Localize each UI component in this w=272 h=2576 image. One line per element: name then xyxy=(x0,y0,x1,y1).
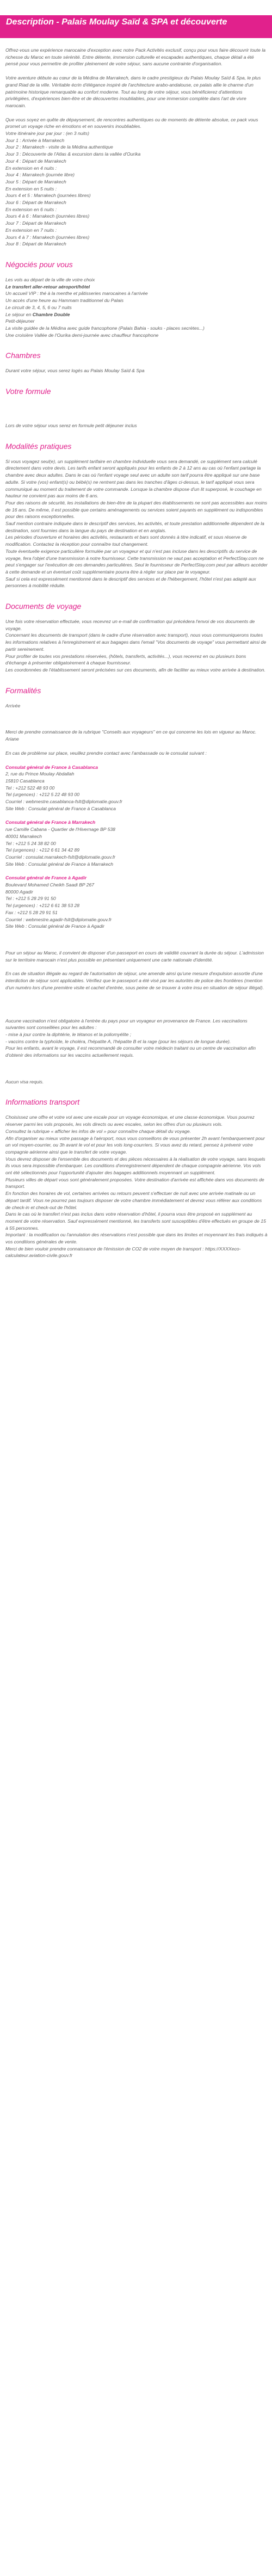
itinerary-line: Jour 2 : Marrakech - visite de la Médina authentique xyxy=(5,144,113,150)
vaccins-line: - mise à jour contre la diphtérie, le tétanos et la poliomyélite ; xyxy=(5,1031,132,1037)
itinerary-line: En extension en 4 nuits : xyxy=(5,165,57,171)
itinerary-line: Jour 8 : Départ de Marrakech xyxy=(5,241,66,247)
included-item: Le transfert aller-retour aéroport/hôtel xyxy=(5,284,90,289)
consulat-line: 2, rue du Prince Moulay Abdallah xyxy=(5,771,75,777)
modalites-paragraph: Sauf si cela est expressément mentionné dans le descriptif des services et de l'hébergement, l'hôtel n'est pas adapté aux personnes à mobilité réduite. xyxy=(5,576,256,589)
formule-text: Lors de votre séjour vous serez en formule petit déjeuner inclus xyxy=(5,423,137,429)
consulat-line: Boulevard Mohamed Cheikh Saadi BP 267 xyxy=(5,882,95,888)
consulat-line: Tel : +212 522 48 93 00 xyxy=(5,785,55,791)
consulat-block xyxy=(5,819,268,867)
included-item: Une croisière Vallée de l'Ourika demi-journée avec chauffeur francophone xyxy=(5,332,159,338)
vaccins-line: - vaccins contre la typhoïde, le choléra, l'hépatite A, l'hépatite B et la rage (pour les séjours de longue durée). xyxy=(5,1038,231,1044)
visa-text: Aucun visa requis. xyxy=(5,1079,44,1084)
consulat-line: Courriel : webmestre.agadir-fslt@diplomatie.gouv.fr xyxy=(5,916,112,922)
itinerary-line: Jour 4 : Marrakech (journée libre) xyxy=(5,172,75,178)
vaccins-line: Pour les enfants, avant le voyage, il est recommandé de consulter votre médecin traitant ou un centre de vaccination afin d'obtenir des informations sur les vaccins actuellement requis. xyxy=(5,1045,256,1058)
formalites-probleme: En cas de problème sur place, veuillez prendre contact avec l'ambassade ou le consulat suivant : xyxy=(5,750,207,756)
itinerary-line: En extension en 6 nuits : xyxy=(5,206,57,212)
consulat-block xyxy=(5,764,268,812)
informations-paragraph: Dans le cas où le transfert n'est pas inclus dans votre réservation d'hôtel, il pourra vous être proposé en supplément au moment de votre réservation. Sauf expressément mentionné, les transferts sont susceptibles d'être effectués en groupe de 15 à 55 personnes. xyxy=(5,1211,266,1231)
included-item: Un accès d'une heure au Hammam traditionnel du Palais xyxy=(5,298,124,304)
informations-paragraph: Vous devrez disposer de l'ensemble des documents et des pièces nécessaires à la réalisation de votre voyage, sans lesquels ils vous sera impossible d'embarquer. Les conditions d'enregistrement dépendent de chaque compagnie aérienne. Vos vols ont été sélectionnés pour l'opportunité d'ajouter des bagages additionnels moyennant un supplément. xyxy=(5,1156,265,1176)
itinerary-line: Jours 4 à 7 : Marrakech (journées libres) xyxy=(5,234,90,240)
formalites-ariane: Ariane xyxy=(5,736,19,742)
documents-paragraph: Une fois votre réservation effectuée, vous recevrez un e-mail de confirmation qui précédera l'envoi de vos documents de voyage. xyxy=(5,619,255,631)
consulat-line: Site Web : Consulat général de France à Marrakech xyxy=(5,861,114,867)
consulat-line: Site Web : Consulat général de France à Agadir xyxy=(5,923,105,929)
itinerary-line: Jour 6 : Départ de Marrakech xyxy=(5,200,66,206)
consulat-line: Tel (urgences) : +212 6 61 34 42 89 xyxy=(5,847,80,853)
passport-paragraph: Pour un séjour au Maroc, il convient de disposer d'un passeport en cours de validité couvrant la durée du séjour. L'admission sur le territoire marocain n'est plus possible en présentant uniquement une carte nationale d'identité. xyxy=(5,950,264,963)
included-item-room-prefix: Le séjour en xyxy=(5,311,33,317)
documents-paragraph: Pour profiter de toutes vos prestations réservées, (hôtels, transferts, activités...), vous recevrez en ou plusieurs bons d'échange à présenter obligatoirement à chaque fournisseur. xyxy=(5,653,246,666)
intro-paragraph: Offrez-vous une expérience marocaine d'exception avec notre Pack Activités exclusif, conçu pour vous faire découvrir toute la richesse du Maroc en toute sérénité. Entre détente, immersion culturelle et escapades authentiques, chaque détail a été pensé pour vous permettre de profiter pleinement de votre séjour, sans aucune contrainte d'organisation. xyxy=(5,47,266,67)
modalites-paragraph: Toute éventuelle exigence particulière formulée par un voyageur et qui n'est pas incluse dans les descriptifs du service de voyage, fera l'objet d'une transmission à notre fournisseur. Cette transmission ne vaut pas acceptation et PerfectStay.com ne peut s'engager sur l'exécution de ces demandes particulières. Seul le fournisseur de PerfectStay.com peut par ailleurs accéder à cette demande et un éventuel coût supplémentaire pourra être à régler sur place par le voyageur. xyxy=(5,548,268,575)
main-content xyxy=(5,47,268,1259)
consulat-line: 40001 Marrakech xyxy=(5,833,42,839)
consulat-line: Fax : +212 5 28 29 91 51 xyxy=(5,909,58,915)
page-title: Description - Palais Moulay Saïd & SPA et découverte xyxy=(6,17,227,27)
itinerary-line: Jour 4 : Départ de Marrakech xyxy=(5,158,66,164)
modalites-paragraph: Pour des raisons de sécurité, les installations de bien-être de la plupart des établissements ne sont pas accessibles aux moins de 16 ans. De même, il est possible que certains aménagements ou services soient payants en supplément ou indisponibles pour des raisons exceptionnelles. xyxy=(5,500,268,520)
itinerary-intro: Votre itinéraire jour par jour : (en 3 nuits) xyxy=(5,131,89,137)
formalites-section xyxy=(5,686,268,1086)
consulat-line: Tel (urgences) : +212 5 22 48 93 00 xyxy=(5,792,80,798)
consulat-line: 15810 Casablanca xyxy=(5,778,45,784)
itinerary-line: Jour 3 : Découverte de l'Atlas & excursion dans la vallée d'Ourika xyxy=(5,151,141,157)
section-title-formalites: Formalités xyxy=(5,686,41,695)
informations-paragraph: En fonction des horaires de vol, certaines arrivées ou retours peuvent s'effectuer de nuit avec une arrivée matinale ou un départ tardif. Vous ne pourrez pas toujours disposer de votre chambre immédiatement et devrez vous référer aux conditions de check-in et check-out de l'hôtel. xyxy=(5,1191,262,1210)
consulat-line: Tel (urgences) : +212 6 61 38 53 28 xyxy=(5,903,80,909)
section-title-formule: Votre formule xyxy=(5,387,51,396)
consulat-block xyxy=(5,874,268,930)
negocies-section xyxy=(5,260,268,338)
informations-paragraph: Plusieurs villes de départ vous sont généralement proposées. Votre destination d'arrivée est affichée dans vos documents de transport. xyxy=(5,1176,264,1190)
informations-paragraph: Important : la modification ou l'annulation des réservations n'est possible que dans les limites et moyennant les frais indiqués à vos conditions générales de vente. xyxy=(5,1232,268,1245)
consulat-line: 80000 Agadir xyxy=(5,889,33,895)
formule-section xyxy=(5,386,268,429)
itinerary-line: Jour 1 : Arrivée à Marrakech xyxy=(5,137,65,143)
consulat-line: Site Web : Consulat général de France à Casablanca xyxy=(5,805,116,811)
consulat-line: Courriel : consulat.marrakech-fslt@diplomatie.gouv.fr xyxy=(5,854,115,860)
included-item: Un accueil VIP : thé à la menthe et pâtisseries marocaines à l'arrivée xyxy=(5,291,148,297)
informations-paragraph: Afin d'organiser au mieux votre passage à l'aéroport, nous vous conseillons de vous présenter 2h avant l'embarquement pour un vol moyen-courrier, ou 3h avant le vol et pour les vols long-courriers. Si vous avez du retard, pensez à prévenir votre compagnie aérienne ainsi que le transfert de votre voyage. xyxy=(5,1135,265,1155)
itinerary-line: Jours 4 à 6 : Marrakech (journées libres) xyxy=(5,213,90,219)
consulat-name: Consulat général de France à Agadir xyxy=(5,875,87,881)
section-title-informations: Informations transport xyxy=(5,1098,80,1107)
modalites-paragraph: Sauf mention contraire indiquée dans le descriptif des services, les activités, et toute prestation additionnelle dépendent de la destination, sont fournies dans la langue du pays de destination et en anglais. xyxy=(5,521,264,533)
informations-paragraph: Merci de bien vouloir prendre connaissance de l'émission de CO2 de votre moyen de transport : https://XXXXeco-calculateur.aviation-civile.gouv.fr xyxy=(5,1246,241,1259)
included-item: Les vols au départ de la ville de votre choix xyxy=(5,276,95,282)
consulat-name: Consulat général de France à Marrakech xyxy=(5,819,96,825)
included-item-room-type: Chambre Double xyxy=(32,311,70,317)
itinerary-line: Jours 4 et 5 : Marrakech (journées libres) xyxy=(5,193,91,199)
section-title-documents: Documents de voyage xyxy=(5,602,82,611)
intro-paragraph: Que vous soyez en quête de dépaysement, de rencontres authentiques ou de moments de détente absolue, ce pack vous promet un voyage riche en émotions et en souvenirs inoubliables. xyxy=(5,116,258,130)
informations-paragraph: Choisissez une offre et votre vol avec une escale pour un voyage économique, et une classe économique. Vous pourrez réserver parmi les vols proposés, les vols directs ou avec escales, selon les offres d'un ou plusieurs vols. xyxy=(5,1114,255,1127)
chambres-text: Durant votre séjour, vous serez logés au Palais Moulay Saïd & Spa xyxy=(5,368,145,374)
consulat-line: Courriel : webmestre.casablanca-fslt@diplomatie.gouv.fr xyxy=(5,799,122,805)
itinerary-line: Jour 5 : Départ de Marrakech xyxy=(5,178,66,184)
passport-paragraph: En cas de situation illégale au regard de l'autorisation de séjour, une amende ainsi qu'une mesure d'expulsion assortie d'une interdiction de séjour sont applicables. Vérifiez que le passeport a été visé par les autorités de police des frontières (mention d'un numéro lors d'une première visite et cachet d'entrée, sous peine de se trouver à votre insu en situation de séjour illégal). xyxy=(5,971,264,990)
intro-paragraph: Votre aventure débute au cœur de la Médina de Marrakech, dans le cadre prestigieux du Palais Moulay Saïd & Spa, le plus grand Riad de la ville. Véritable écrin d'élégance inspiré de l'architecture arabo-andalouse, ce palais allie le charme d'un patrimoine historique remarquable au confort moderne. Tout au long de votre séjour, vous bénéficierez d'attentions privilégiées, d'expériences bien-être et de découvertes inoubliables, pour une immersion complète dans l'art de vivre marocain. xyxy=(5,75,261,108)
vaccins-intro: Aucune vaccination n'est obligatoire à l'entrée du pays pour un voyageur en provenance de France. Les vaccinations suivantes sont conseillées pour les adultes : xyxy=(5,1018,248,1031)
section-title-negocies: Négociés pour vous xyxy=(5,260,73,269)
intro-section xyxy=(5,47,268,248)
included-item: Le circuit de 3, 4, 5, 6 ou 7 nuits xyxy=(5,304,72,310)
title-banner xyxy=(0,15,272,38)
chambres-section xyxy=(5,350,268,374)
itinerary-line: En extension en 7 nuits : xyxy=(5,227,57,233)
consulat-line: Tel : +212 5 28 29 91 50 xyxy=(5,896,56,902)
itinerary-line: Jour 7 : Départ de Marrakech xyxy=(5,220,66,226)
section-title-chambres: Chambres xyxy=(5,351,41,360)
informations-section xyxy=(5,1097,268,1259)
consulat-line: rue Camille Cabana - Quartier de l'Hivernage BP 538 xyxy=(5,827,115,833)
modalites-paragraph: Les périodes d'ouverture et horaires des activités, restaurants et bars sont donnés à titre indicatif, et sous réserve de modification. Contactez la réception pour connaître tout changement. xyxy=(5,534,247,547)
consulat-name: Consulat général de France à Casablanca xyxy=(5,764,98,770)
itinerary-line: En extension en 5 nuits : xyxy=(5,186,57,192)
documents-paragraph: Les coordonnées de l'établissement seront précisées sur ces documents, afin de faciliter au mieux votre arrivée à destination. xyxy=(5,667,265,673)
formalites-arrivee: Arrivée xyxy=(5,702,21,708)
documents-section xyxy=(5,601,268,674)
section-title-modalites: Modalités pratiques xyxy=(5,441,72,451)
included-item: Petit-déjeuner xyxy=(5,318,35,324)
informations-paragraph: Consultez la rubrique « afficher les infos de vol » pour connaître chaque détail du voyage. xyxy=(5,1128,191,1134)
consulat-line: Tel : +212 5 24 38 82 00 xyxy=(5,840,56,846)
included-item-room xyxy=(5,311,268,318)
included-item: La visite guidée de la Médina avec guide francophone (Palais Bahia - souks - places secrètes...) xyxy=(5,325,205,331)
documents-paragraph: Concernant les documents de transport (dans le cadre d'une réservation avec transport), nous vous communiquerons toutes les informations relatives à l'enregistrement et aux bagages dans l'email "Vos documents de voyage" vous permettant ainsi de partir sereinement. xyxy=(5,632,267,652)
modalites-paragraph: Si vous voyagez seul(e), un supplément tarifaire en chambre individuelle vous sera demandé, ce supplément sera calculé directement dans votre devis. Les tarifs enfant seront appliqués pour les enfants de 2 à 12 ans au cas où l'enfant partage la chambre avec deux adultes. Dans le cas où l'enfant voyage seul avec un adulte son tarif pourra être appliqué sur une base adulte. Si votre (vos) enfant(s) ou bébé(s) ne rentrent pas dans les tranches d'âges ci-dessus, le tarif appliqué vous sera communiqué au moment du traitement de votre commande. Lorsque la chambre dispose d'un lit superposé, le couchage en hauteur ne convient pas aux moins de 6 ans. xyxy=(5,458,262,499)
formalites-merci: Merci de prendre connaissance de la rubrique "Conseils aux voyageurs" en ce qui concerne les lois en vigueur au Maroc. xyxy=(5,729,257,735)
modalites-section xyxy=(5,441,268,589)
itinerary-list xyxy=(5,137,268,248)
